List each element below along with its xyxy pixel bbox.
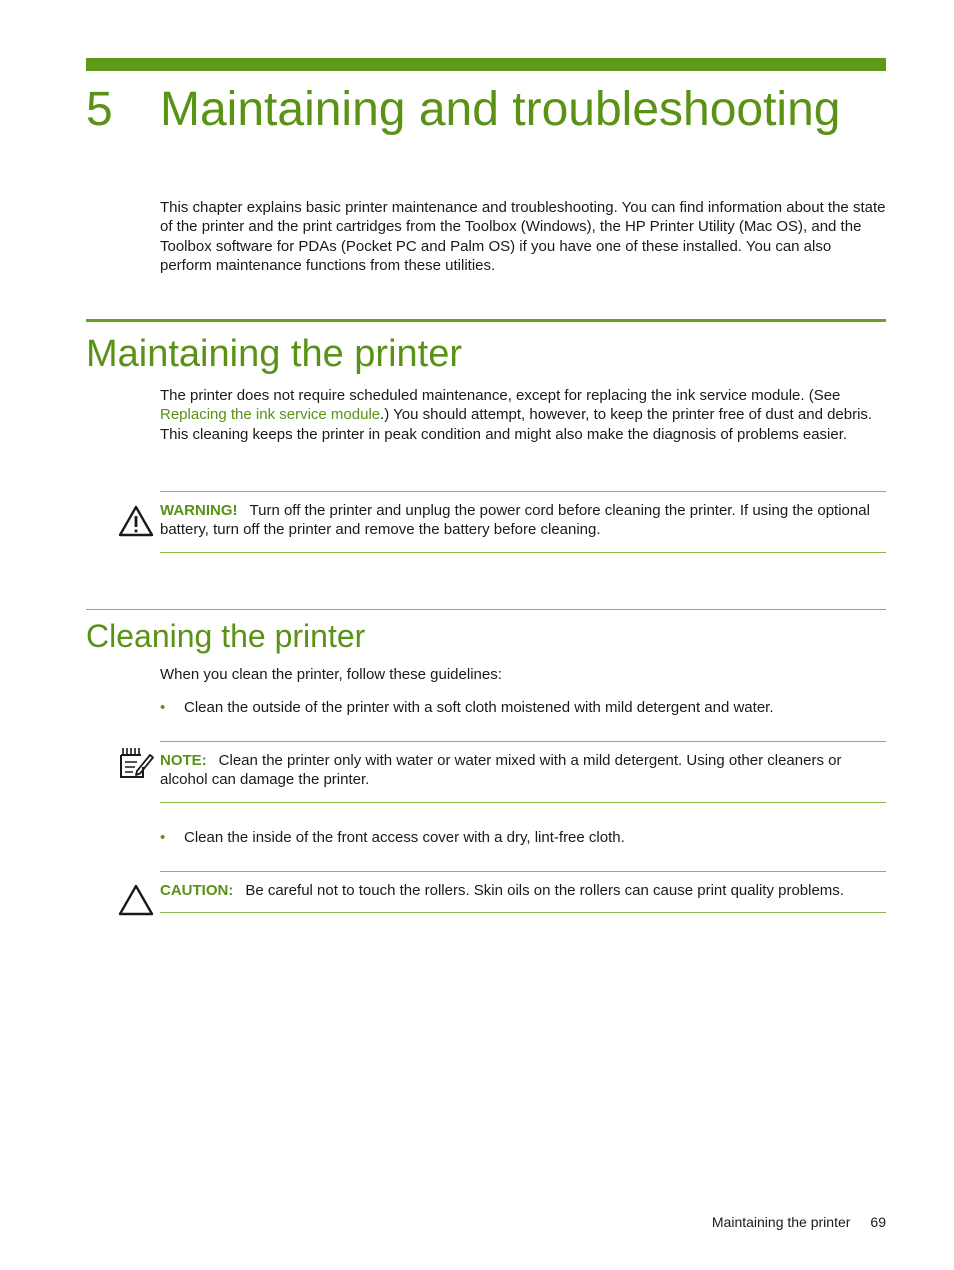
note-bottom-rule bbox=[160, 802, 886, 803]
page-footer bbox=[712, 1212, 886, 1232]
footer-section-name: Maintaining the printer bbox=[711, 1214, 851, 1230]
warning-top-rule bbox=[160, 491, 886, 492]
caution-notice bbox=[160, 881, 886, 900]
section-title-cleaning: Cleaning the printer bbox=[86, 618, 366, 654]
chapter-top-bar bbox=[86, 58, 886, 71]
chapter-title bbox=[86, 80, 840, 140]
warning-icon bbox=[118, 505, 154, 537]
section-rule bbox=[86, 319, 886, 322]
bullet-marker: • bbox=[160, 699, 166, 716]
cleaning-intro: When you clean the printer, follow these guidelines: bbox=[160, 666, 502, 683]
bullet-text: Clean the outside of the printer with a soft cloth moistened with mild detergent and water. bbox=[184, 699, 774, 716]
note-text: Clean the printer only with water or water mixed with a mild detergent. Using other cleaners or alcohol can damage the printer. bbox=[160, 752, 842, 789]
chapter-number: 5 bbox=[86, 83, 113, 136]
caution-icon bbox=[118, 884, 154, 916]
link-replacing-ink-service-module[interactable]: Replacing the ink service module bbox=[160, 406, 381, 424]
bullet-text: Clean the inside of the front access cover with a dry, lint-free cloth. bbox=[184, 829, 625, 846]
caution-bottom-rule bbox=[160, 912, 886, 913]
caution-text: Be careful not to touch the rollers. Skin oils on the rollers can cause print quality problems. bbox=[245, 882, 844, 899]
warning-bottom-rule bbox=[160, 552, 886, 553]
maintaining-body-start: The printer does not require scheduled maintenance, except for replacing the ink service module. (See bbox=[160, 387, 841, 404]
maintaining-body bbox=[160, 386, 886, 444]
note-top-rule bbox=[160, 741, 886, 742]
note-notice bbox=[160, 751, 886, 790]
subsection-rule bbox=[86, 609, 886, 610]
section-title-maintaining: Maintaining the printer bbox=[86, 333, 462, 375]
page-number: 69 bbox=[870, 1214, 886, 1230]
chapter-intro: This chapter explains basic printer maintenance and troubleshooting. You can find information about the state of the printer and the print cartridges from the Toolbox (Windows), the HP Printer Utility (Mac OS), and the Toolbox software for PDAs (Pocket PC and Palm OS) if you have one of these installed. You can also perform maintenance functions from these utilities. bbox=[160, 199, 886, 275]
warning-text: Turn off the printer and unplug the power cord before cleaning the printer. If using the optional battery, turn off the printer and remove the battery before cleaning. bbox=[160, 502, 870, 539]
caution-label: CAUTION: bbox=[160, 882, 234, 899]
note-icon bbox=[117, 745, 155, 781]
warning-label: WARNING! bbox=[160, 502, 238, 519]
maintaining-body-end: .) You should attempt, however, to keep the printer free of dust and debris. This cleaning keeps the printer in peak condition and might also make the diagnosis of problems easier. bbox=[160, 406, 873, 443]
warning-notice bbox=[160, 501, 886, 540]
chapter-title-text: Maintaining and troubleshooting bbox=[160, 83, 841, 136]
note-label: NOTE: bbox=[160, 752, 207, 769]
bullet-marker: • bbox=[160, 829, 166, 846]
caution-top-rule bbox=[160, 871, 886, 872]
